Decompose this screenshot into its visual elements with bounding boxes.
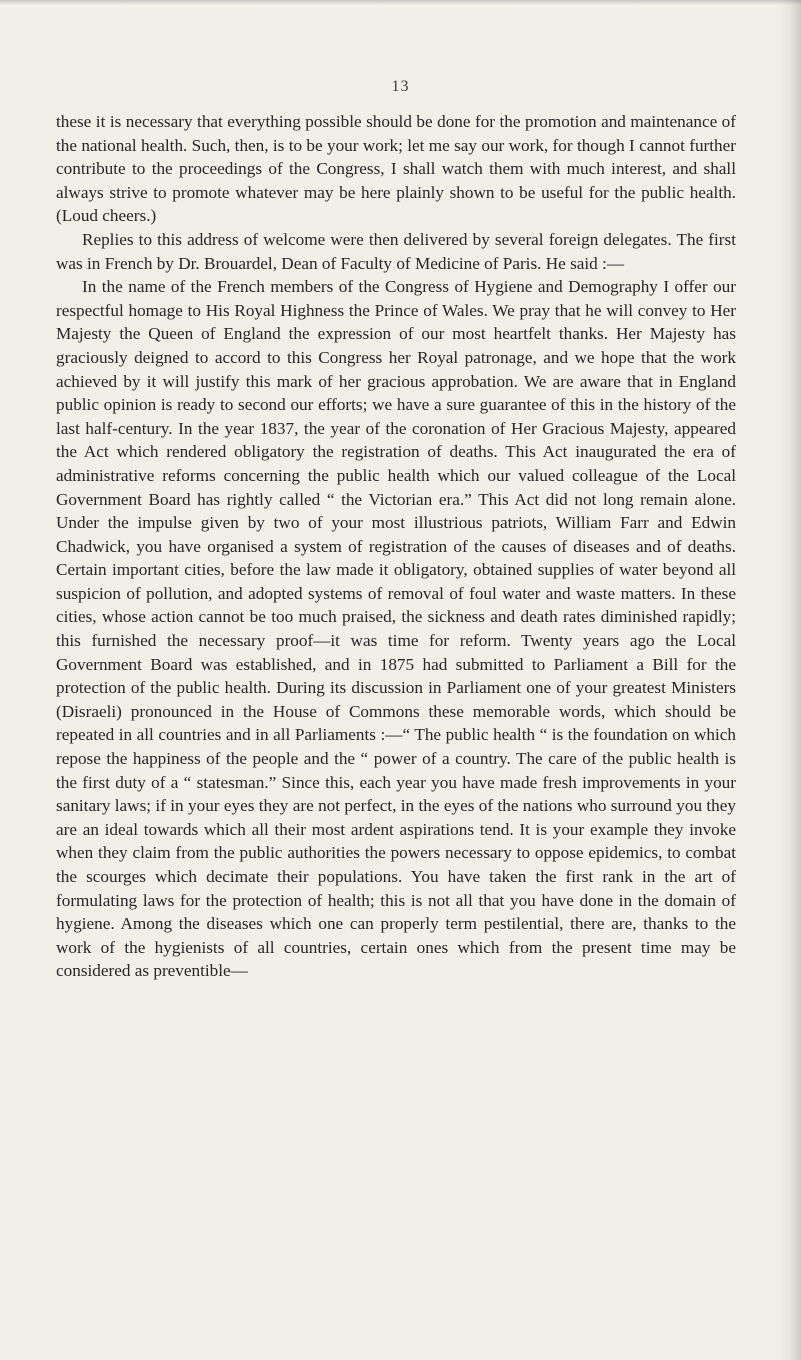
right-edge-shadow — [779, 0, 801, 1360]
paragraph-french-address: In the name of the French members of the Congress of Hygiene and Demography I offer our respectful homage to His Royal Highness the Prince of Wales. We pray that he will convey to Her Majesty the Queen of England the expression of our most heartfelt thanks. Her Majesty has graciously deigned to accord to this Congress her Royal patronage, and we hope that the work achieved by it will justify this mark of her gracious approbation. We are aware that in England public opinion is ready to second our efforts; we have a sure guarantee of this in the history of the last half-century. In the year 1837, the year of the coronation of Her Gracious Majesty, appeared the Act which rendered obligatory the registration of deaths. This Act inaugurated the era of administrative reforms concerning the public health which our valued colleague of the Local Government Board has rightly called “ the Victorian era.” This Act did not long remain alone. Under the impulse given by two of your most illustrious patriots, William Farr and Edwin Chadwick, you have organised a system of registration of the causes of diseases and of deaths. Certain important cities, before the law made it obligatory, obtained supplies of water beyond all suspicion of pollution, and adopted systems of removal of foul water and waste matters. In these cities, whose action cannot be too much praised, the sickness and death rates diminished rapidly; this furnished the necessary proof—it was time for reform. Twenty years ago the Local Government Board was established, and in 1875 had submitted to Parliament a Bill for the protection of the public health. During its discussion in Parliament one of your greatest Ministers (Disraeli) pronounced in the House of Commons these memorable words, which should be repeated in all countries and in all Parliaments :—“ The public health “ is the foundation on which repose the happiness of the people and the “ power of a country. The care of the public health is the first duty of a “ statesman.” Since this, each year you have made fresh improvements in your sanitary laws; if in your eyes they are not perfect, in the eyes of the nations who surround you they are an ideal towards which all their most ardent aspirations tend. It is your example they invoke when they claim from the public authorities the powers necessary to oppose epidemics, to combat the scourges which decimate their populations. You have taken the first rank in the art of formulating laws for the protection of health; this is not all that you have done in the domain of hygiene. Among the diseases which one can properly term pestilential, there are, thanks to the work of the hygienists of all countries, certain ones which from the present time may be considered as preventible— — [56, 277, 736, 981]
body-text — [56, 110, 736, 983]
top-edge-shadow — [0, 0, 801, 5]
paragraph-continuation: these it is necessary that everything possible should be done for the promotion and maintenance of the national health. Such, then, is to be your work; let me say our work, for though I cannot further contribute to the proceedings of the Congress, I shall watch them with much interest, and shall always strive to promote whatever may be here plainly shown to be useful for the public health. (Loud cheers.) — [56, 112, 736, 226]
page-number: 13 — [391, 78, 410, 95]
paragraph-replies: Replies to this address of welcome were then delivered by several foreign delegates. The first was in French by Dr. Brouardel, Dean of Faculty of Medicine of Paris. He said :— — [56, 229, 736, 273]
